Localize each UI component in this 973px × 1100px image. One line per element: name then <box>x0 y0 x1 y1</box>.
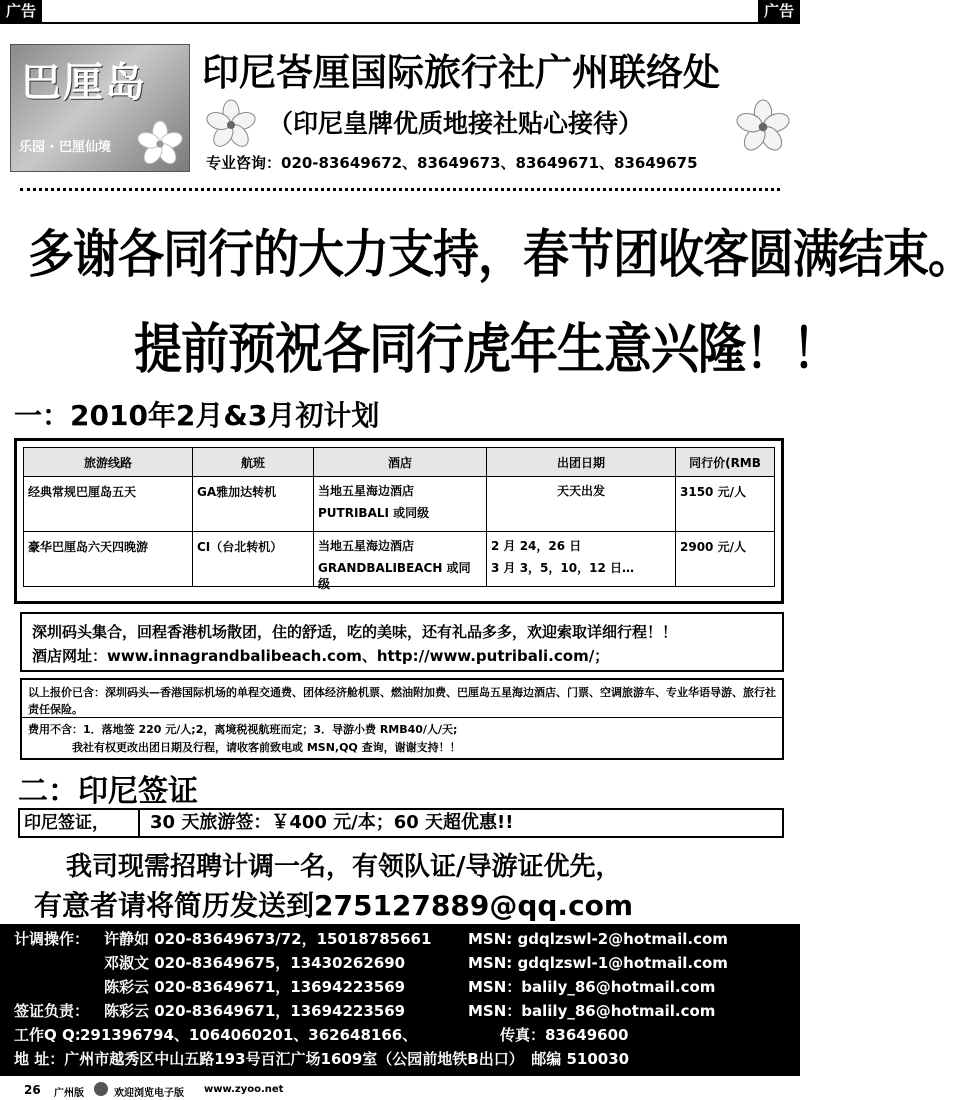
logo-subtitle: 乐园 · 巴厘仙境 <box>19 140 111 155</box>
publisher-logo-icon <box>94 1082 108 1096</box>
epaper-text: 欢迎浏览电子版 <box>114 1088 184 1099</box>
address: 地 址：广州市越秀区中山五路193号百汇广场1609室（公园前地铁B出口） 邮编 510030 <box>14 1050 630 1068</box>
price-excludes-block <box>22 718 782 760</box>
tour-table-frame <box>14 438 784 604</box>
terms-box <box>20 678 784 760</box>
visa-detail: 30 天旅游签：￥400 元/本；60 天超优惠!! <box>150 812 514 833</box>
address-row <box>0 1048 800 1070</box>
header-price: 同行价(RMB <box>676 448 775 477</box>
price-excludes: 费用不含：1．落地签 220 元/人;2，离境税视航班而定；3．导游小费 RMB40/人/天; <box>28 723 458 736</box>
visa-label: 印尼签证， <box>20 810 140 836</box>
price-cell: 2900 元/人 <box>676 532 775 587</box>
contact-msn: MSN：balily_86@hotmail.com <box>468 978 716 996</box>
date-line-2: 3 月 3，5，10，12 日… <box>491 561 634 575</box>
date-line-1: 2 月 24，26 日 <box>491 539 582 553</box>
contact-row <box>0 952 800 974</box>
date-line-2 <box>491 505 671 527</box>
contact-name-phone: 陈彩云 020-83649671，13694223569 <box>104 978 406 996</box>
highlights-text: 深圳码头集合，回程香港机场散团，住的舒适，吃的美味，还有礼品多多，欢迎索取详细行程！！ <box>32 623 678 641</box>
contact-label: 计调操作： <box>14 930 90 948</box>
page-number: 26 <box>24 1083 41 1097</box>
edition-label: 广州版 <box>54 1088 84 1099</box>
site-link[interactable]: www.zyoo.net <box>204 1084 284 1095</box>
agency-subtitle: （印尼皇牌优质地接社贴心接待） <box>268 109 644 138</box>
qq-label: 工作Q Q: <box>14 1026 81 1044</box>
qq-row <box>0 1024 800 1046</box>
thanks-line-1: 多谢各同行的大力支持，春节团收客圆满结束。 <box>28 224 973 285</box>
hotel-name: 当地五星海边酒店 <box>318 484 415 498</box>
flower-icon <box>736 100 790 154</box>
logo <box>10 44 190 172</box>
hotel-alt: GRANDBALIBEACH 或同级 <box>318 561 471 591</box>
section-1-title: 一：2010年2月&3月初计划 <box>14 399 380 432</box>
flower-icon <box>206 100 256 150</box>
consult-phone: 专业咨询：020-83649672、83649673、83649671、83649675 <box>206 154 698 172</box>
route-cell: 豪华巴厘岛六天四晚游 <box>24 532 193 587</box>
date-cell <box>487 532 676 587</box>
highlights-box <box>20 612 784 672</box>
recruit-line-2: 有意者请将简历发送到275127889@qq.com <box>34 889 634 922</box>
table-row <box>24 532 775 587</box>
contact-name-phone: 陈彩云 020-83649671，13694223569 <box>104 1002 406 1020</box>
table-row <box>24 477 775 532</box>
fax-number: 传真：83649600 <box>500 1026 629 1044</box>
flower-icon <box>137 121 183 167</box>
header-route: 旅游线路 <box>24 448 193 477</box>
header-hotel: 酒店 <box>314 448 487 477</box>
tour-table <box>23 447 775 591</box>
contact-label: 签证负责： <box>14 1002 90 1020</box>
contact-msn: MSN: gdqlzswl-2@hotmail.com <box>468 930 728 948</box>
hotel-cell <box>314 477 487 532</box>
agency-title: 印尼峇厘国际旅行社广州联络处 <box>202 51 720 94</box>
contact-msn: MSN: gdqlzswl-1@hotmail.com <box>468 954 728 972</box>
contact-row <box>0 928 800 950</box>
recruit-line-1: 我司现需招聘计调一名，有领队证/导游证优先， <box>66 852 622 882</box>
thanks-line-2: 提前预祝各同行虎年生意兴隆！！ <box>134 318 840 382</box>
header-flight: 航班 <box>193 448 314 477</box>
header-date: 出团日期 <box>487 448 676 477</box>
flight-cell: GA雅加达转机 <box>193 477 314 532</box>
change-notice: 我社有权更改出团日期及行程，请收客前致电或 MSN,QQ 查询，谢谢支持！！ <box>72 741 461 754</box>
section-2-title: 二：印尼签证 <box>18 774 198 809</box>
corner-tag-left: 广告 <box>0 0 42 22</box>
logo-text: 巴厘岛 <box>21 59 147 106</box>
route-cell: 经典常规巴厘岛五天 <box>24 477 193 532</box>
hotel-websites: 酒店网址：www.innagrandbalibeach.com、http://www.putribali.com/； <box>32 647 610 665</box>
price-includes: 以上报价已含：深圳码头—香港国际机场的单程交通费、团体经济舱机票、燃油附加费、巴厘岛五星海边酒店、门票、空调旅游车、专业华语导游、旅行社责任保险。 <box>22 680 782 718</box>
corner-tag-right: 广告 <box>758 0 800 22</box>
visa-box <box>18 808 784 838</box>
qq-numbers: 291396794、1064060201、362648166、 <box>80 1026 418 1044</box>
date-line-1: 天天出发 <box>556 484 605 498</box>
date-cell <box>487 477 676 532</box>
flight-cell: CI（台北转机） <box>193 532 314 587</box>
contact-msn: MSN：balily_86@hotmail.com <box>468 1002 716 1020</box>
hotel-name: 当地五星海边酒店 <box>318 539 415 553</box>
top-rule <box>0 22 800 24</box>
dotted-divider <box>20 188 780 191</box>
contact-name-phone: 邓淑文 020-83649675，13430262690 <box>104 954 406 972</box>
price-cell: 3150 元/人 <box>676 477 775 532</box>
contact-footer <box>0 924 800 1076</box>
hotel-cell <box>314 532 487 591</box>
hotel-alt: PUTRIBALI 或同级 <box>318 506 430 520</box>
contact-row <box>0 976 800 998</box>
contact-row <box>0 1000 800 1022</box>
page-footer <box>0 1080 800 1100</box>
contact-name-phone: 许静如 020-83649673/72，15018785661 <box>104 930 432 948</box>
